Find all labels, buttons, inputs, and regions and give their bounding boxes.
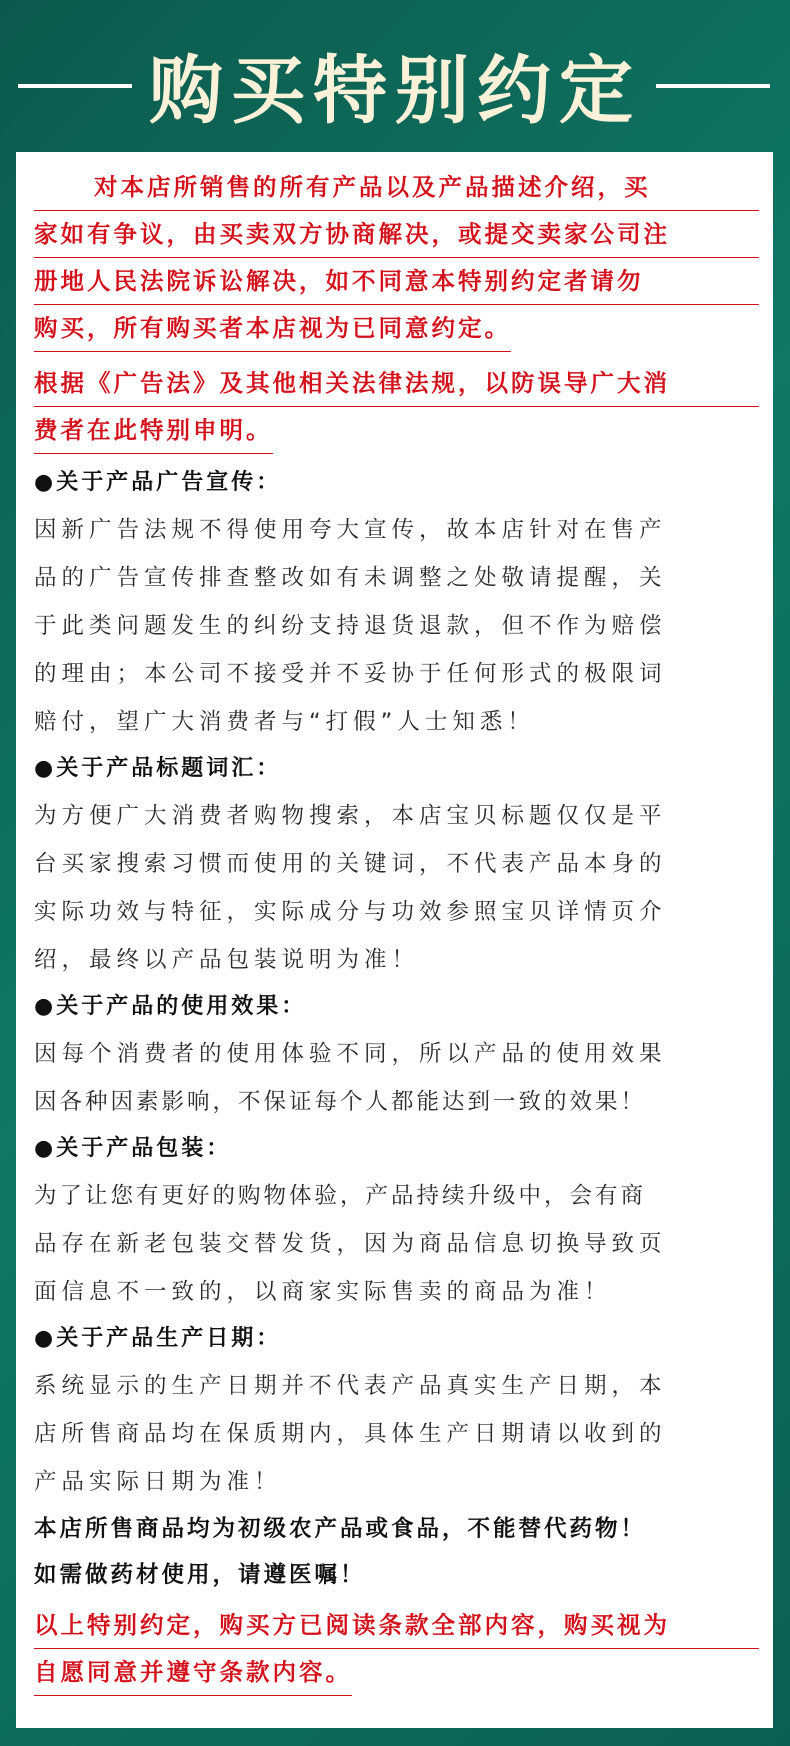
section-line: 产品实际日期为准！ — [34, 1469, 282, 1495]
title-bar — [0, 0, 790, 150]
dispute-line-2: 家如有争议，由买卖双方协商解决，或提交卖家公司注 — [34, 211, 759, 258]
notice-content — [34, 164, 759, 1696]
section-heading: ●关于产品广告宣传： — [34, 470, 282, 495]
section-heading: ●关于产品生产日期： — [34, 1326, 282, 1351]
medical-line-1: 本店所售商品均为初级农产品或食品，不能替代药物！ — [34, 1516, 647, 1542]
section-packaging — [34, 1126, 759, 1316]
section-production-date — [34, 1316, 759, 1506]
section-ad — [34, 460, 759, 746]
closing-line-2: 自愿同意并遵守条款内容。 — [34, 1649, 352, 1696]
section-line: 系统显示的生产日期并不代表产品真实生产日期，本 — [34, 1373, 667, 1399]
section-line: 因每个消费者的使用体验不同，所以产品的使用效果 — [34, 1041, 667, 1067]
section-heading: ●关于产品标题词汇： — [34, 756, 282, 781]
notice-panel — [16, 152, 773, 1728]
section-line: 因新广告法规不得使用夸大宣传，故本店针对在售产 — [34, 517, 667, 543]
sections-list — [34, 460, 759, 1506]
dispute-notice — [34, 164, 759, 352]
dispute-line-1: 对本店所销售的所有产品以及产品描述介绍，买 — [34, 164, 759, 211]
medical-line-2: 如需做药材使用，请遵医嘱！ — [34, 1562, 366, 1588]
section-title-words — [34, 746, 759, 984]
law-line-1: 根据《广告法》及其他相关法律法规，以防误导广大消 — [34, 360, 759, 407]
closing-line-1: 以上特别约定，购买方已阅读条款全部内容，购买视为 — [34, 1602, 759, 1649]
section-line: 为了让您有更好的购物体验，产品持续升级中，会有商 — [34, 1183, 647, 1209]
section-line: 绍，最终以产品包装说明为准！ — [34, 947, 420, 973]
section-line: 于此类问题发生的纠纷支持退货退款，但不作为赔偿 — [34, 613, 667, 639]
medical-notice — [34, 1506, 759, 1598]
section-line: 品存在新老包装交替发货，因为商品信息切换导致页 — [34, 1231, 667, 1257]
section-effects — [34, 984, 759, 1126]
closing-notice — [34, 1602, 759, 1696]
section-line: 的理由；本公司不接受并不妥协于任何形式的极限词 — [34, 661, 667, 687]
section-heading: ●关于产品包装： — [34, 1136, 232, 1161]
title-right-rule — [656, 84, 770, 88]
section-line: 品的广告宣传排查整改如有未调整之处敬请提醒，关 — [34, 565, 667, 591]
section-line: 为方便广大消费者购物搜索，本店宝贝标题仅仅是平 — [34, 803, 667, 829]
dispute-line-4: 购买，所有购买者本店视为已同意约定。 — [34, 305, 511, 352]
section-line: 赔付，望广大消费者与“打假”人士知悉！ — [34, 709, 535, 735]
law-line-2: 费者在此特别申明。 — [34, 407, 273, 454]
page-title: 购买特别约定 — [149, 48, 641, 134]
law-notice — [34, 360, 759, 454]
dispute-line-3: 册地人民法院诉讼解决，如不同意本特别约定者请勿 — [34, 258, 759, 305]
section-line: 台买家搜索习惯而使用的关键词，不代表产品本身的 — [34, 851, 667, 877]
section-line: 面信息不一致的，以商家实际售卖的商品为准！ — [34, 1279, 612, 1305]
section-line: 店所售商品均在保质期内，具体生产日期请以收到的 — [34, 1421, 667, 1447]
section-heading: ●关于产品的使用效果： — [34, 994, 307, 1019]
section-line: 因各种因素影响，不保证每个人都能达到一致的效果！ — [34, 1089, 647, 1115]
section-line: 实际功效与特征，实际成分与功效参照宝贝详情页介 — [34, 899, 667, 925]
